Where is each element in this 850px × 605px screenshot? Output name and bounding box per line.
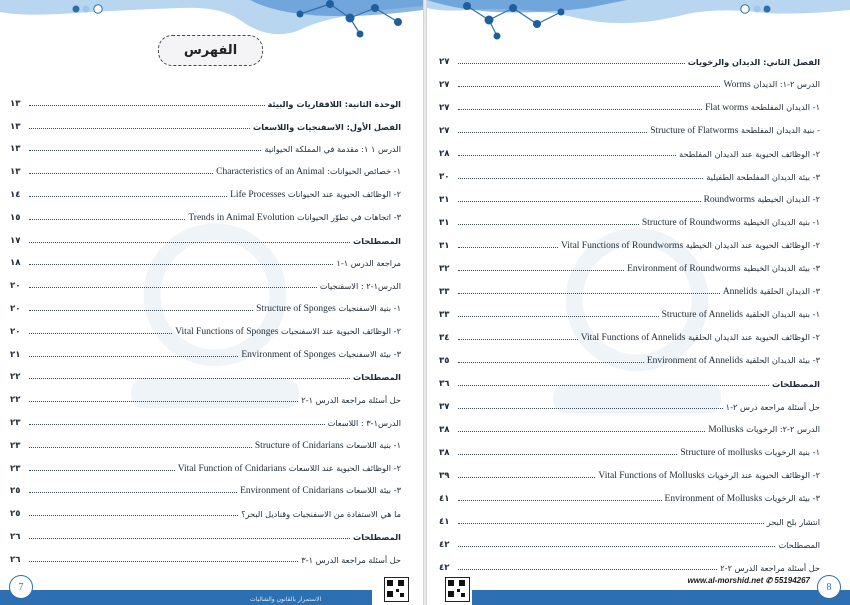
toc-entry[interactable] — [439, 389, 820, 412]
toc-entry-arabic-text: حل أسئلة مراجعة الدرس ١-٢ — [301, 395, 401, 406]
toc-entry[interactable] — [439, 67, 820, 90]
toc-entry-arabic-text: المصطلحات — [772, 379, 820, 389]
toc-entry-arabic-text: ٣- اتجاهات في تطوّر الحيوانات — [296, 211, 401, 222]
dot-leader — [458, 178, 703, 179]
website-contact[interactable] — [688, 576, 810, 585]
toc-entry[interactable] — [10, 177, 401, 200]
dot-leader — [458, 270, 624, 271]
toc-entry-title — [598, 470, 820, 481]
toc-page-number: ٢٣ — [10, 440, 21, 451]
dot-leader — [29, 128, 250, 129]
dot-leader — [29, 492, 237, 493]
dot-leader — [458, 132, 647, 133]
toc-entry[interactable] — [439, 550, 820, 573]
toc-page-number: ٤٢ — [439, 563, 450, 573]
dot-leader — [458, 362, 644, 363]
toc-list-left — [10, 86, 401, 565]
dot-leader — [458, 201, 701, 202]
toc-entry-title — [255, 440, 401, 451]
dot-leader — [29, 173, 213, 174]
toc-entry-english-text: Environment of Cnidarians — [240, 486, 344, 497]
toc-entry-title — [723, 79, 820, 90]
toc-entry[interactable] — [439, 274, 820, 297]
toc-page-number: ١٣ — [10, 144, 21, 155]
toc-entry[interactable] — [439, 504, 820, 527]
toc-entry-title — [642, 217, 820, 228]
toc-entry-arabic-text: المصطلحات — [353, 531, 401, 542]
toc-page-number: ٢٢ — [10, 372, 21, 383]
toc-entry-arabic-text: حل أسئلة مراجعة الدرس ٢-٢ — [720, 563, 820, 573]
toc-entry[interactable] — [10, 405, 401, 428]
dot-leader — [29, 401, 298, 402]
toc-entry-arabic-text: ٣- بيئة الديدان الخيطية — [743, 263, 820, 273]
toc-entry[interactable] — [10, 132, 401, 155]
toc-entry-title — [778, 540, 820, 550]
toc-entry[interactable] — [10, 382, 401, 405]
toc-entry-title — [241, 509, 401, 519]
toc-entry[interactable] — [10, 109, 401, 132]
dot-leader — [458, 431, 705, 432]
toc-page-number: ١٨ — [10, 258, 21, 269]
toc-page-number: ٣٠ — [439, 172, 450, 182]
toc-entry[interactable] — [10, 474, 401, 497]
toc-page-number: ٣٦ — [439, 379, 450, 389]
toc-entry-title — [706, 172, 820, 182]
toc-entry-arabic-text: الفصل الثاني: الديدان والرخويات — [687, 57, 820, 67]
dot-leader — [29, 287, 317, 288]
left-page — [0, 0, 423, 605]
website-url[interactable]: www.al-morshid.net — [687, 576, 764, 585]
toc-entry-title — [688, 57, 820, 67]
toc-page-number: ٣٣ — [439, 287, 450, 297]
dot-leader — [29, 333, 172, 334]
dot-leader — [458, 293, 720, 294]
toc-entry-title — [216, 166, 401, 177]
toc-entry[interactable] — [10, 291, 401, 314]
dot-leader — [29, 538, 350, 539]
dot-leader — [458, 86, 720, 87]
toc-page-number: ٢٢ — [10, 395, 21, 406]
toc-entry[interactable] — [10, 86, 401, 109]
toc-page-number: ٤١ — [439, 494, 450, 504]
toc-entry[interactable] — [10, 268, 401, 291]
dot-leader — [29, 424, 325, 425]
qr-code-icon — [384, 577, 409, 602]
toc-entry-title — [353, 372, 401, 382]
toc-entry-english-text: Life Processes — [230, 189, 286, 200]
toc-entry-title — [328, 418, 401, 428]
toc-entry-english-text: Vital Functions of Annelids — [580, 333, 686, 343]
toc-entry-title — [268, 99, 401, 109]
toc-entry-arabic-text: ١- بنية الاسفنجيات — [338, 302, 401, 313]
molecule-header-decoration — [427, 0, 850, 40]
toc-entry-title — [353, 236, 401, 246]
toc-entry-arabic-text: ١- بنية الديدان الحلقية — [745, 309, 820, 319]
toc-entry-english-text: Vital Functions of Roundworms — [561, 241, 684, 251]
footer-right — [427, 576, 850, 605]
toc-entry-title — [772, 379, 820, 389]
toc-page-number: ٢٧ — [439, 80, 450, 90]
toc-entry-arabic-text: ٢- الوظائف الحيوية عند الديدان الخيطية — [685, 240, 820, 250]
toc-entry-english-text: Structure of mollusks — [680, 448, 763, 458]
toc-page-number: ٢٦ — [10, 554, 21, 565]
dot-leader — [29, 219, 185, 220]
toc-entry-title — [705, 102, 820, 113]
dot-leader — [458, 385, 769, 386]
footer-left — [0, 583, 423, 605]
toc-entry-arabic-text: الدرس ٢-٢: الرخويات — [746, 424, 820, 434]
toc-entry-arabic-text: ٢- الوظائف الحيوية عند الرخويات — [707, 470, 820, 480]
toc-entry-title — [726, 402, 820, 412]
toc-entry-arabic-text: ٣- بيئة الرخويات — [764, 493, 820, 503]
toc-page-number: ٤٢ — [439, 540, 450, 550]
toc-page-number: ٣٥ — [439, 356, 450, 366]
toc-entry-title — [336, 258, 401, 268]
toc-entry[interactable] — [10, 451, 401, 474]
toc-entry[interactable] — [439, 297, 820, 320]
toc-entry-title — [241, 349, 401, 360]
toc-entry[interactable] — [439, 228, 820, 251]
toc-entry[interactable] — [10, 154, 401, 177]
toc-entry[interactable] — [439, 251, 820, 274]
toc-entry-english-text: Vital Functions of Sponges — [175, 326, 279, 337]
toc-entry-title — [301, 555, 401, 565]
toc-entry-arabic-text: ١- خصائص الحيوانات: — [327, 166, 401, 177]
toc-entry-arabic-text: ٢- الوظائف الحيوية عند الديدان الحلقية — [688, 332, 820, 342]
toc-entry-arabic-text: حل أسئلة مراجعة درس ٢-١ — [725, 402, 820, 412]
molecule-header-decoration — [0, 0, 423, 40]
dot-leader — [458, 454, 677, 455]
toc-entry[interactable] — [439, 481, 820, 504]
toc-page-number: ٣٢ — [439, 264, 450, 274]
toc-entry[interactable] — [10, 360, 401, 383]
toc-page-number: ٢٧ — [439, 57, 450, 67]
toc-entry[interactable] — [439, 159, 820, 182]
toc-entry[interactable] — [439, 366, 820, 389]
toc-page-number: ٣١ — [439, 195, 450, 205]
toc-entry-title — [679, 149, 820, 159]
toc-page-number: ٢٧ — [439, 103, 450, 113]
toc-entry-title — [650, 125, 820, 136]
dot-leader — [458, 546, 775, 547]
toc-entry-english-text: Vital Functions of Mollusks — [598, 471, 705, 481]
toc-entry[interactable] — [439, 435, 820, 458]
dot-leader — [29, 196, 227, 197]
toc-entry-arabic-text: ١- بنية اللاسعات — [346, 439, 401, 450]
toc-page-number: ٢٥ — [10, 486, 21, 497]
toc-entry-arabic-text: ٣- الديدان الحلقية — [759, 286, 820, 296]
toc-page-number: ٢٥ — [10, 509, 21, 520]
toc-entry-english-text: Environment of Annelids — [646, 356, 743, 366]
toc-entry[interactable] — [439, 44, 820, 67]
toc-entry-title — [680, 447, 820, 458]
dot-leader — [29, 242, 350, 243]
toc-entry-english-text: Worms — [723, 80, 751, 90]
toc-entry-title — [320, 281, 401, 291]
toc-entry-title — [704, 194, 820, 205]
toc-page-number: ٣٣ — [439, 310, 450, 320]
dot-leader — [29, 310, 253, 311]
toc-entry-arabic-text: ٢- الوظائف الحيوية عند الحيوانات — [287, 188, 401, 199]
dot-leader — [29, 447, 252, 448]
toc-entry[interactable] — [439, 136, 820, 159]
toc-entry-title — [188, 212, 401, 223]
toc-entry-english-text: Vital Function of Cnidarians — [177, 463, 287, 474]
toc-entry-english-text: Roundworms — [703, 195, 755, 205]
toc-page-number: ٢٨ — [439, 149, 450, 159]
toc-page-number: ٢٠ — [10, 326, 21, 337]
toc-entry-english-text: Mollusks — [708, 425, 744, 435]
toc-entry[interactable] — [439, 182, 820, 205]
toc-entry-title — [253, 122, 401, 132]
toc-page-number: ٢٧ — [439, 126, 450, 136]
toc-entry[interactable] — [439, 205, 820, 228]
toc-entry-title — [581, 332, 820, 343]
toc-page-number: ٢٣ — [10, 463, 21, 474]
toc-page-number: ٣١ — [439, 241, 450, 251]
dot-leader — [29, 264, 333, 265]
dot-leader — [29, 561, 298, 562]
dot-leader — [458, 109, 702, 110]
phone-number: 55194267 — [774, 576, 810, 585]
toc-page-number: ١٥ — [10, 212, 21, 223]
dot-leader — [458, 247, 558, 248]
dot-leader — [458, 408, 723, 409]
toc-entry-english-text: Structure of Roundworms — [641, 218, 741, 228]
toc-entry-title — [723, 286, 820, 297]
toc-entry[interactable] — [439, 458, 820, 481]
toc-page-number: ٢٦ — [10, 531, 21, 542]
toc-entry-arabic-text: الدرس١-٢ : الاسفنجيات — [319, 281, 401, 292]
toc-entry-arabic-text: الفصل الأول: الاسفنجيات واللاسعات — [253, 121, 401, 132]
toc-entry-arabic-text: ٢- الوظائف الحيوية عند الديدان المفلطحة — [679, 149, 820, 159]
toc-page-number: ٢٣ — [10, 417, 21, 428]
toc-entry[interactable] — [439, 343, 820, 366]
toc-entry-arabic-text: حل أسئلة مراجعة الدرس ١-٣ — [301, 554, 401, 565]
toc-entry-title — [230, 189, 401, 200]
dot-leader — [29, 150, 261, 151]
toc-page-number: ٣٨ — [439, 448, 450, 458]
toc-entry-arabic-text: مراجعة الدرس ١-١ — [336, 258, 401, 269]
dot-leader — [29, 378, 350, 379]
toc-entry-arabic-text: ٢- الوظائف الحيوية عند اللاسعات — [288, 462, 401, 473]
toc-entry-arabic-text: الوحدة الثانية: اللافقاريات والبيئة — [267, 98, 401, 109]
toc-page-number: ٣٧ — [439, 402, 450, 412]
toc-entry-arabic-text: ١- الديدان المفلطحة — [750, 102, 820, 112]
toc-page-number: ٢٠ — [10, 281, 21, 292]
toc-entry[interactable] — [10, 428, 401, 451]
toc-page-number: ٣٩ — [439, 471, 450, 481]
toc-page-number: ٣٤ — [439, 333, 450, 343]
toc-entry-english-text: Structure of Cnidarians — [254, 440, 344, 451]
toc-entry[interactable] — [439, 320, 820, 343]
toc-entry-title — [240, 485, 401, 496]
toc-entry-arabic-text: ما هي الاستفادة من الاسفنجيات وقناديل البحر؟ — [241, 509, 401, 520]
qr-code-icon — [445, 577, 470, 602]
toc-page-number: ٢١ — [10, 349, 21, 360]
dot-leader — [458, 63, 685, 64]
toc-entry-english-text: Structure of Annelids — [661, 310, 743, 320]
toc-entry[interactable] — [439, 90, 820, 113]
toc-entry-arabic-text: انتشار بلح البحر — [766, 517, 820, 527]
toc-entry-arabic-text: الدرس ١ ١: مقدمة في المملكة الحيوانية — [264, 144, 401, 155]
toc-page-number: ١٣ — [10, 167, 21, 178]
dot-leader — [458, 339, 578, 340]
dot-leader — [458, 224, 639, 225]
toc-entry-arabic-text: الدرس ٢-١: الديدان — [753, 79, 820, 89]
toc-entry-title — [178, 463, 401, 474]
toc-entry-title — [301, 395, 401, 405]
page-number: 8 — [817, 575, 841, 599]
page-title: الفهرس — [158, 35, 263, 66]
toc-entry-english-text: Characteristics of an Animal — [216, 167, 325, 178]
dot-leader — [458, 569, 717, 570]
toc-entry-arabic-text: المصطلحات — [353, 372, 401, 383]
toc-entry-arabic-text: ١- بنية الديدان الخيطية — [743, 217, 820, 227]
toc-entry[interactable] — [439, 527, 820, 550]
right-page — [427, 0, 850, 605]
dot-leader — [458, 316, 659, 317]
toc-entry-arabic-text: ٣- بيئة الديدان الحلقية — [745, 355, 820, 365]
toc-entry[interactable] — [10, 542, 401, 565]
toc-page-number: ١٣ — [10, 98, 21, 109]
toc-entry-arabic-text: ٢- الوظائف الحيوية عند الاسفنجيات — [281, 325, 401, 336]
dot-leader — [458, 477, 595, 478]
toc-entry[interactable] — [439, 113, 820, 136]
toc-entry-arabic-text: المصطلحات — [778, 540, 820, 550]
toc-entry-title — [665, 493, 820, 504]
dot-leader — [29, 356, 238, 357]
toc-page-number: ٣٨ — [439, 425, 450, 435]
toc-page-number: ١٧ — [10, 235, 21, 246]
dot-leader — [458, 523, 764, 524]
toc-entry-arabic-text: المصطلحات — [353, 235, 401, 246]
toc-page-number: ٣١ — [439, 218, 450, 228]
toc-page-number: ١٤ — [10, 189, 21, 200]
toc-list-right — [439, 44, 820, 573]
toc-entry[interactable] — [10, 519, 401, 542]
toc-entry-title — [647, 355, 820, 366]
toc-entry-title — [561, 240, 820, 251]
toc-entry-title — [353, 532, 401, 542]
toc-entry-title — [175, 326, 401, 337]
toc-entry[interactable] — [10, 314, 401, 337]
toc-entry-arabic-text: الدرس١-٣ : اللاسعات — [327, 417, 401, 428]
toc-entry-title — [708, 424, 820, 435]
toc-entry-arabic-text: - بنية الديدان المفلطحة — [740, 125, 820, 135]
toc-entry-english-text: Flat worms — [705, 103, 749, 113]
toc-page-number: ٢٠ — [10, 303, 21, 314]
toc-entry-english-text: Annelids — [722, 287, 758, 297]
dot-leader — [458, 500, 662, 501]
toc-page-number: ٤١ — [439, 517, 450, 527]
toc-entry-arabic-text: ٣- بيئة الاسفنجيات — [338, 348, 401, 359]
toc-entry-title — [767, 517, 820, 527]
dot-leader — [29, 470, 175, 471]
toc-entry-english-text: Structure of Sponges — [256, 303, 336, 314]
toc-entry-english-text: Environment of Roundworms — [627, 264, 741, 274]
toc-entry-english-text: Trends in Animal Evolution — [188, 212, 295, 223]
toc-entry[interactable] — [10, 337, 401, 360]
toc-entry-title — [256, 303, 401, 314]
toc-entry[interactable] — [10, 223, 401, 246]
footer-text: الاستمرار بالقانون والشاليات — [250, 596, 322, 603]
toc-entry-arabic-text: ٣- بيئة اللاسعات — [346, 485, 401, 496]
toc-entry-title — [264, 144, 401, 154]
toc-entry-arabic-text: ٢- الديدان الخيطية — [757, 194, 820, 204]
toc-entry-english-text: Environment of Sponges — [241, 349, 336, 360]
dot-leader — [29, 515, 238, 516]
dot-leader — [458, 155, 676, 156]
toc-entry-english-text: Structure of Flatworms — [650, 126, 739, 136]
toc-entry-title — [627, 263, 820, 274]
toc-entry[interactable] — [10, 246, 401, 269]
toc-entry-title — [720, 563, 820, 573]
toc-entry-title — [662, 309, 820, 320]
toc-entry-arabic-text: ٣- بيئة الديدان المفلطحة الطفيلية — [706, 172, 820, 182]
page-number: 7 — [9, 575, 33, 599]
dot-leader — [29, 105, 265, 106]
toc-entry-arabic-text: ١- بنية الرخويات — [764, 447, 820, 457]
toc-entry-english-text: Environment of Mollusks — [664, 494, 763, 504]
toc-entry[interactable] — [10, 200, 401, 223]
phone-icon: ✆ — [765, 576, 773, 585]
footer-bar — [472, 590, 850, 605]
toc-entry[interactable] — [10, 496, 401, 519]
toc-page-number: ١٣ — [10, 121, 21, 132]
toc-entry[interactable] — [439, 412, 820, 435]
